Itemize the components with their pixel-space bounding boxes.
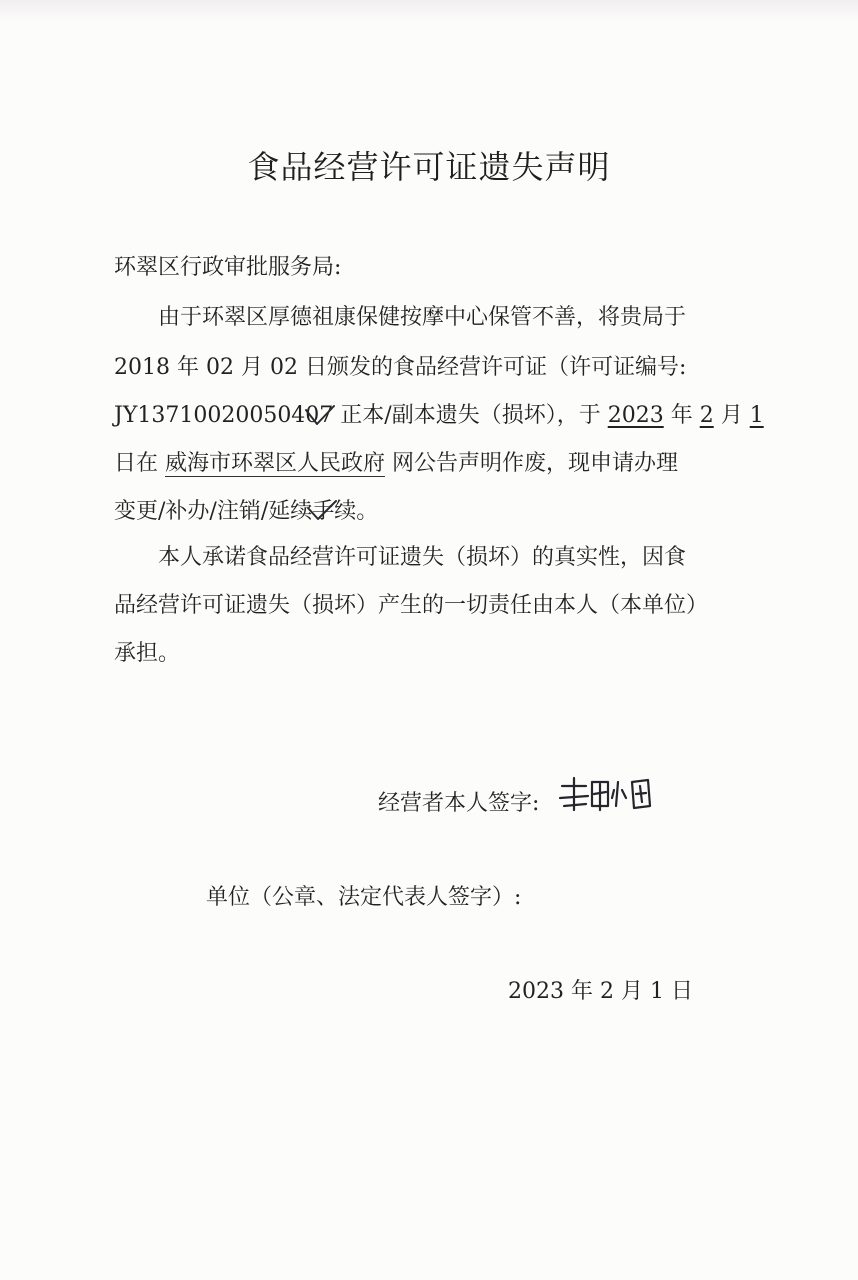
checkmark-renewal-icon: [306, 498, 338, 522]
license-status-text: 正本/副本遗失（损坏），于: [333, 403, 608, 428]
para2-line2: 品经营许可证遗失（损坏）产生的一切责任由本人（本单位）: [114, 593, 709, 618]
line4-rest: 网公告声明作废，现申请办理: [385, 451, 679, 476]
line4-prefix: 日在: [114, 451, 165, 476]
scan-top-edge: [0, 0, 858, 22]
para2-line1: 本人承诺食品经营许可证遗失（损坏）的真实性，因食: [158, 545, 687, 570]
para1-line1: 由于环翠区厚德祖康保健按摩中心保管不善，将贵局于: [158, 305, 687, 330]
para1-line4: [114, 446, 678, 477]
loss-day: 1: [749, 403, 764, 428]
announcement-site: 威海市环翠区人民政府: [165, 451, 386, 476]
operator-signature-label: 经营者本人签字:: [378, 791, 540, 816]
year-unit: 年: [663, 403, 700, 428]
document-title: 食品经营许可证遗失声明: [247, 148, 611, 186]
handwritten-signature: [556, 776, 666, 814]
para1-line5: 变更/补办/注销/延续手续。: [114, 499, 379, 524]
para2-line3: 承担。: [114, 641, 181, 666]
document-date: 2023 年 2 月 1 日: [508, 979, 693, 1004]
recipient-line: 环翠区行政审批服务局:: [114, 255, 342, 280]
para1-line2: 2018 年 02 月 02 日颁发的食品经营许可证（许可证编号:: [114, 355, 687, 380]
license-number: JY13710020050407: [114, 403, 334, 428]
month-unit: 月: [713, 403, 750, 428]
loss-year: 2023: [607, 403, 664, 428]
checkmark-original-icon: [304, 404, 336, 428]
para1-line3: [114, 398, 764, 429]
loss-month: 2: [699, 403, 714, 428]
unit-seal-label: 单位（公章、法定代表人签字）:: [206, 885, 522, 910]
